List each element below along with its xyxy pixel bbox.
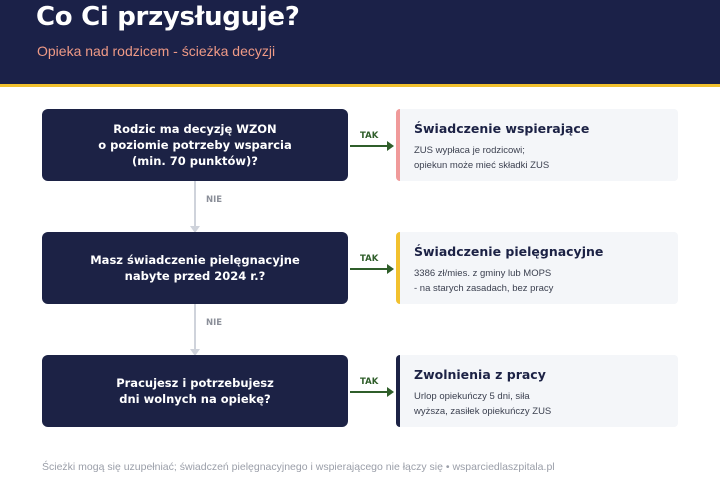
question-box-3 bbox=[42, 355, 348, 427]
question-text-3: Pracujesz i potrzebujesz dni wolnych na opiekę? bbox=[116, 376, 274, 406]
result-desc-1: ZUS wypłaca je rodzicowi; opiekun może mieć składki ZUS bbox=[414, 145, 550, 171]
result-card-1 bbox=[396, 109, 678, 181]
yes-arrow-2 bbox=[350, 268, 392, 270]
question-text-1: Rodzic ma decyzję WZON o poziomie potrzeby wsparcia (min. 70 punktów)? bbox=[98, 122, 292, 168]
page-subtitle: Opieka nad rodzicem - ścieżka decyzji bbox=[37, 43, 276, 59]
yes-arrow-3 bbox=[350, 391, 392, 393]
result-card-3 bbox=[396, 355, 678, 427]
yes-label-3: TAK bbox=[360, 377, 379, 387]
yes-arrow-1 bbox=[350, 145, 392, 147]
card-accent-2 bbox=[396, 232, 400, 304]
card-accent-3 bbox=[396, 355, 400, 427]
no-arrow-2 bbox=[194, 304, 196, 354]
result-desc-2: 3386 zł/mies. z gminy lub MOPS - na starych zasadach, bez pracy bbox=[414, 268, 554, 294]
card-accent-1 bbox=[396, 109, 400, 181]
question-box-2 bbox=[42, 232, 348, 304]
header-accent-bar bbox=[0, 84, 720, 87]
no-label-1: NIE bbox=[206, 195, 223, 205]
result-card-2 bbox=[396, 232, 678, 304]
question-box-1 bbox=[42, 109, 348, 181]
question-text-2: Masz świadczenie pielęgnacyjne nabyte przed 2024 r.? bbox=[90, 253, 300, 283]
page-title: Co Ci przysługuje? bbox=[36, 2, 300, 32]
yes-label-2: TAK bbox=[360, 254, 379, 264]
no-label-2: NIE bbox=[206, 318, 223, 328]
header bbox=[0, 0, 720, 84]
no-arrow-1 bbox=[194, 181, 196, 231]
result-title-2: Świadczenie pielęgnacyjne bbox=[414, 244, 604, 259]
yes-label-1: TAK bbox=[360, 131, 379, 141]
footer-note: Ścieżki mogą się uzupełniać; świadczeń pielęgnacyjnego i wspierającego nie łączy się • wsparciedlaszpitala.pl bbox=[42, 461, 555, 473]
result-title-3: Zwolnienia z pracy bbox=[414, 367, 546, 382]
result-title-1: Świadczenie wspierające bbox=[414, 121, 590, 136]
result-desc-3: Urlop opiekuńczy 5 dni, siła wyższa, zasiłek opiekuńczy ZUS bbox=[414, 391, 552, 417]
